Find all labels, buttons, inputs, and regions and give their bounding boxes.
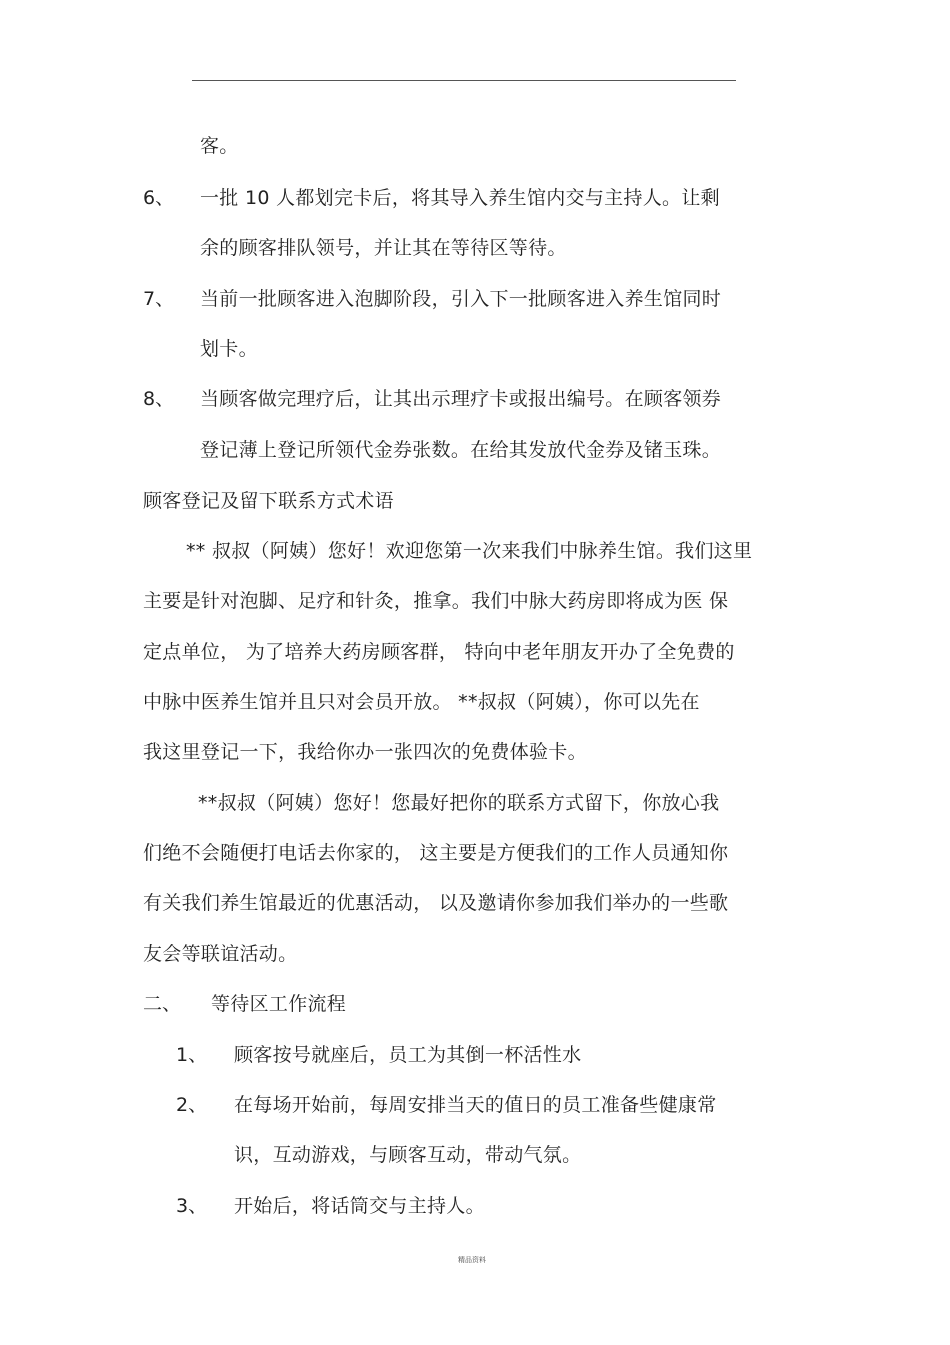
- step-6-line-1: 一批 10 人都划完卡后，将其导入养生馆内交与主持人。让剩: [200, 187, 720, 209]
- step-8-line-1: 当顾客做完理疗后，让其出示理疗卡或报出编号。在顾客领券: [200, 388, 722, 410]
- waiting-step-2-line-2: 识，互动游戏，与顾客互动，带动气氛。: [234, 1144, 582, 1166]
- step-8-number: 8、: [143, 388, 175, 410]
- continuation-line: 客。: [200, 135, 239, 157]
- waiting-step-1-number: 1、: [176, 1044, 208, 1066]
- waiting-step-3-number: 3、: [176, 1195, 208, 1217]
- step-6-number: 6、: [143, 187, 175, 209]
- paragraph-2-line-1: **叔叔（阿姨）您好！您最好把你的联系方式留下，你放心我: [198, 792, 720, 814]
- waiting-step-2-line-1: 在每场开始前，每周安排当天的值日的员工准备些健康常: [234, 1094, 717, 1116]
- waiting-step-3-line-1: 开始后，将话筒交与主持人。: [234, 1195, 485, 1217]
- header-rule: [192, 80, 736, 81]
- paragraph-1-line-4: 中脉中医养生馆并且只对会员开放。 **叔叔（阿姨），你可以先在: [143, 691, 700, 713]
- section-heading-script: 顾客登记及留下联系方式术语: [143, 490, 394, 512]
- paragraph-1-line-2: 主要是针对泡脚、足疗和针灸，推拿。我们中脉大药房即将成为医 保: [143, 590, 729, 612]
- step-6-line-2: 余的顾客排队领号，并让其在等待区等待。: [200, 237, 567, 259]
- paragraph-2-line-3: 有关我们养生馆最近的优惠活动， 以及邀请你参加我们举办的一些歌: [143, 892, 729, 914]
- step-8-line-2: 登记薄上登记所领代金券张数。在给其发放代金券及锗玉珠。: [200, 439, 722, 461]
- step-7-line-2: 划卡。: [200, 338, 258, 360]
- paragraph-1-line-5: 我这里登记一下，我给你办一张四次的免费体验卡。: [143, 741, 587, 763]
- step-7-line-1: 当前一批顾客进入泡脚阶段，引入下一批顾客进入养生馆同时: [200, 288, 722, 310]
- paragraph-1-line-3: 定点单位， 为了培养大药房顾客群， 特向中老年朋友开办了全免费的: [143, 641, 735, 663]
- section-2-number: 二、: [143, 993, 182, 1015]
- paragraph-1-line-1: ** 叔叔（阿姨）您好！欢迎您第一次来我们中脉养生馆。我们这里: [186, 540, 753, 562]
- paragraph-2-line-4: 友会等联谊活动。: [143, 943, 298, 965]
- paragraph-2-line-2: 们绝不会随便打电话去你家的， 这主要是方便我们的工作人员通知你: [143, 842, 729, 864]
- waiting-step-2-number: 2、: [176, 1094, 208, 1116]
- waiting-step-1-line-1: 顾客按号就座后，员工为其倒一杯活性水: [234, 1044, 582, 1066]
- step-7-number: 7、: [143, 288, 175, 310]
- page-footer: 精品资料: [458, 1256, 486, 1264]
- section-2-heading: 等待区工作流程: [211, 993, 347, 1015]
